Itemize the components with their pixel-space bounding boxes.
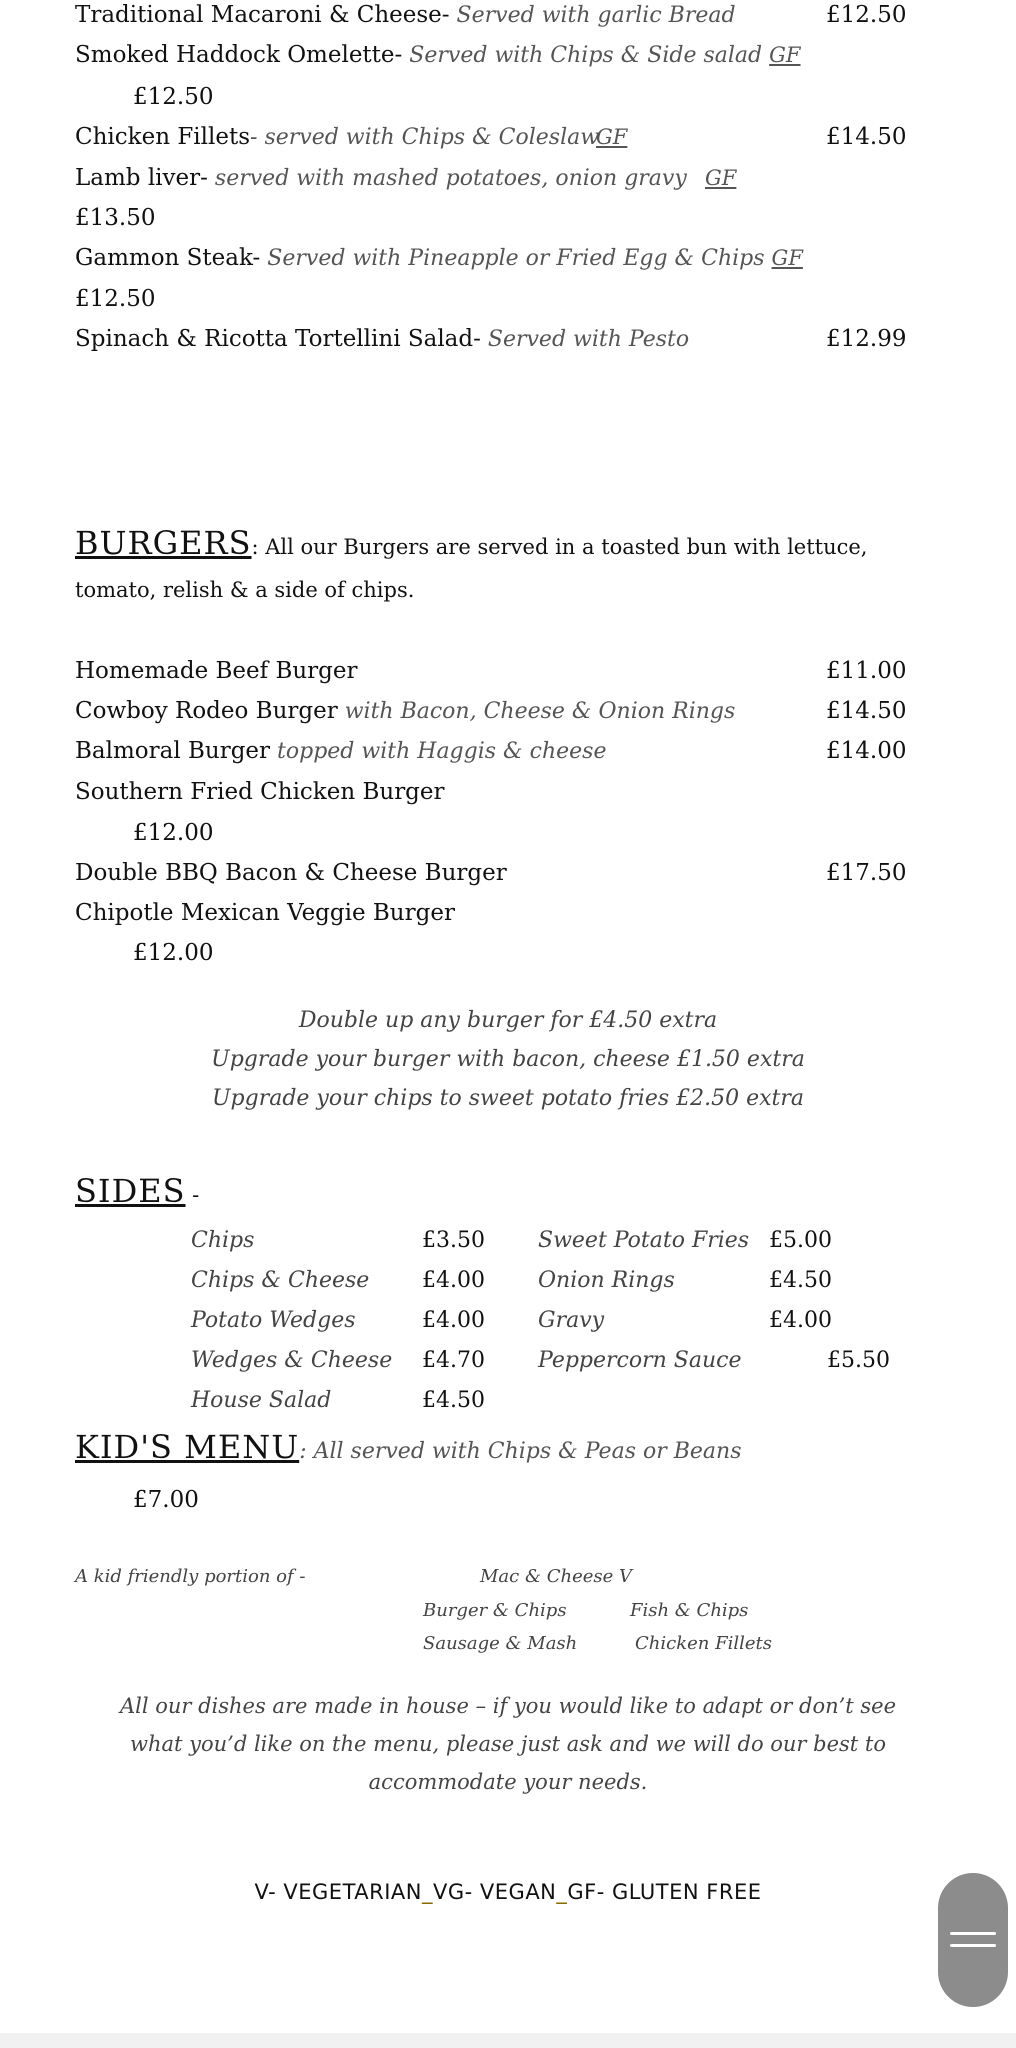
- item-name: Traditional Macaroni & Cheese-: [75, 2, 450, 28]
- section-intro: : All served with Chips & Peas or Beans: [299, 1439, 742, 1464]
- menu-item: [75, 779, 445, 805]
- item-price: £12.50: [133, 84, 214, 110]
- bottom-bar: [0, 2033, 1016, 2048]
- menu-item: [75, 165, 687, 191]
- dietary-legend: [0, 1880, 1016, 1904]
- menu-item: [75, 738, 606, 764]
- item-name: Southern Fried Chicken Burger: [75, 779, 445, 805]
- kids-option: Sausage & Mash: [423, 1633, 578, 1654]
- menu-item: [75, 658, 357, 684]
- kids-price: £7.00: [133, 1487, 199, 1513]
- side-item-price: £4.00: [422, 1268, 485, 1293]
- item-description: with Bacon, Cheese & Onion Rings: [337, 699, 736, 724]
- item-price: £17.50: [826, 860, 907, 886]
- item-price: £12.99: [826, 326, 907, 352]
- menu-item: [75, 860, 507, 886]
- item-name: Gammon Steak-: [75, 245, 261, 271]
- menu-item: [75, 245, 803, 271]
- side-item-name: Chips: [191, 1228, 255, 1253]
- item-price: £14.00: [826, 738, 907, 764]
- section-intro: : All our Burgers are served in a toasted bun with lettuce,: [251, 535, 868, 559]
- gf-tag: GF: [769, 43, 801, 67]
- side-item-name: Onion Rings: [538, 1268, 675, 1293]
- item-description: Served with garlic Bread: [449, 3, 736, 28]
- gf-tag: GF: [771, 246, 803, 270]
- portion-label: A kid friendly portion of -: [75, 1566, 306, 1587]
- item-description: Served with Pineapple or Fried Egg & Chips: [260, 246, 772, 271]
- side-item-price: £4.50: [769, 1268, 832, 1293]
- side-item-price: £5.00: [769, 1228, 832, 1253]
- side-item-name: Peppercorn Sauce: [538, 1348, 742, 1373]
- item-description: - served with Chips & Coleslaw: [250, 125, 600, 150]
- sides-header: [75, 1172, 199, 1210]
- item-name: Balmoral Burger: [75, 738, 271, 764]
- item-price: £14.50: [826, 698, 907, 724]
- section-heading: SIDES: [75, 1172, 186, 1210]
- footer-note-line: All our dishes are made in house – if you would like to adapt or don’t see: [119, 1694, 897, 1718]
- legend-separator: _: [422, 1880, 434, 1904]
- section-heading: KID'S MENU: [75, 1428, 300, 1466]
- item-price: £11.00: [826, 658, 907, 684]
- item-price: £12.00: [133, 820, 214, 846]
- legend-separator: _: [556, 1880, 568, 1904]
- burger-extra: Upgrade your chips to sweet potato fries £2.50 extra: [212, 1086, 804, 1111]
- side-item-name: House Salad: [191, 1388, 332, 1413]
- side-item-name: Wedges & Cheese: [191, 1348, 393, 1373]
- burger-extra: Double up any burger for £4.50 extra: [298, 1008, 718, 1033]
- side-item-price: £3.50: [422, 1228, 485, 1253]
- menu-item: [75, 698, 735, 724]
- side-item-name: Sweet Potato Fries: [538, 1228, 750, 1253]
- item-name: Spinach & Ricotta Tortellini Salad-: [75, 326, 481, 352]
- menu-item: [75, 42, 801, 68]
- kids-option: Fish & Chips: [630, 1600, 749, 1621]
- burger-extra: Upgrade your burger with bacon, cheese £1.50 extra: [211, 1047, 805, 1072]
- item-name: Smoked Haddock Omelette-: [75, 42, 403, 68]
- side-item-name: Potato Wedges: [191, 1308, 356, 1333]
- section-heading: BURGERS: [75, 524, 252, 562]
- side-item-price: £4.00: [422, 1308, 485, 1333]
- item-price: £12.50: [826, 2, 907, 28]
- floating-menu-button[interactable]: [938, 1873, 1008, 2007]
- gf-tag: GF: [596, 125, 628, 149]
- item-name: Lamb liver-: [75, 165, 208, 191]
- burgers-header: [75, 524, 867, 562]
- menu-item: [75, 900, 455, 926]
- side-item-name: Chips & Cheese: [191, 1268, 370, 1293]
- section-intro-continued: tomato, relish & a side of chips.: [75, 578, 415, 602]
- menu-item: [75, 124, 599, 150]
- hamburger-bar: [950, 1932, 996, 1935]
- side-item-price: £4.70: [422, 1348, 485, 1373]
- item-name: Homemade Beef Burger: [75, 658, 358, 684]
- item-description: served with mashed potatoes, onion gravy: [207, 166, 687, 191]
- footer-note-line: what you’d like on the menu, please just ask and we will do our best to: [129, 1732, 886, 1756]
- item-price: £13.50: [75, 205, 156, 231]
- item-name: Chicken Fillets: [75, 124, 251, 150]
- heading-dash: -: [185, 1183, 200, 1207]
- legend-gluten-free: GF- GLUTEN FREE: [567, 1880, 762, 1904]
- item-name: Chipotle Mexican Veggie Burger: [75, 900, 455, 926]
- side-item-price: £4.00: [769, 1308, 832, 1333]
- item-name: Double BBQ Bacon & Cheese Burger: [75, 860, 507, 886]
- item-price: £14.50: [826, 124, 907, 150]
- legend-vegetarian: V- VEGETARIAN: [254, 1880, 423, 1904]
- item-price: £12.00: [133, 940, 214, 966]
- gf-tag: GF: [705, 166, 737, 190]
- side-item-name: Gravy: [538, 1308, 605, 1333]
- side-item-price: £5.50: [827, 1348, 890, 1373]
- side-item-price: £4.50: [422, 1388, 485, 1413]
- footer-note-line: accommodate your needs.: [368, 1770, 648, 1794]
- kids-option: Mac & Cheese V: [480, 1566, 632, 1587]
- item-description: Served with Pesto: [480, 327, 690, 352]
- menu-item: [75, 2, 736, 28]
- hamburger-bar: [950, 1944, 996, 1947]
- kids-option: Burger & Chips: [423, 1600, 567, 1621]
- legend-vegan: VG- VEGAN: [433, 1880, 557, 1904]
- kids-header: [75, 1428, 742, 1466]
- item-name: Cowboy Rodeo Burger: [75, 698, 338, 724]
- menu-item: [75, 326, 689, 352]
- kids-option: Chicken Fillets: [635, 1633, 772, 1654]
- item-price: £12.50: [75, 286, 156, 312]
- item-description: topped with Haggis & cheese: [270, 739, 607, 764]
- item-description: Served with Chips & Side salad: [402, 43, 770, 68]
